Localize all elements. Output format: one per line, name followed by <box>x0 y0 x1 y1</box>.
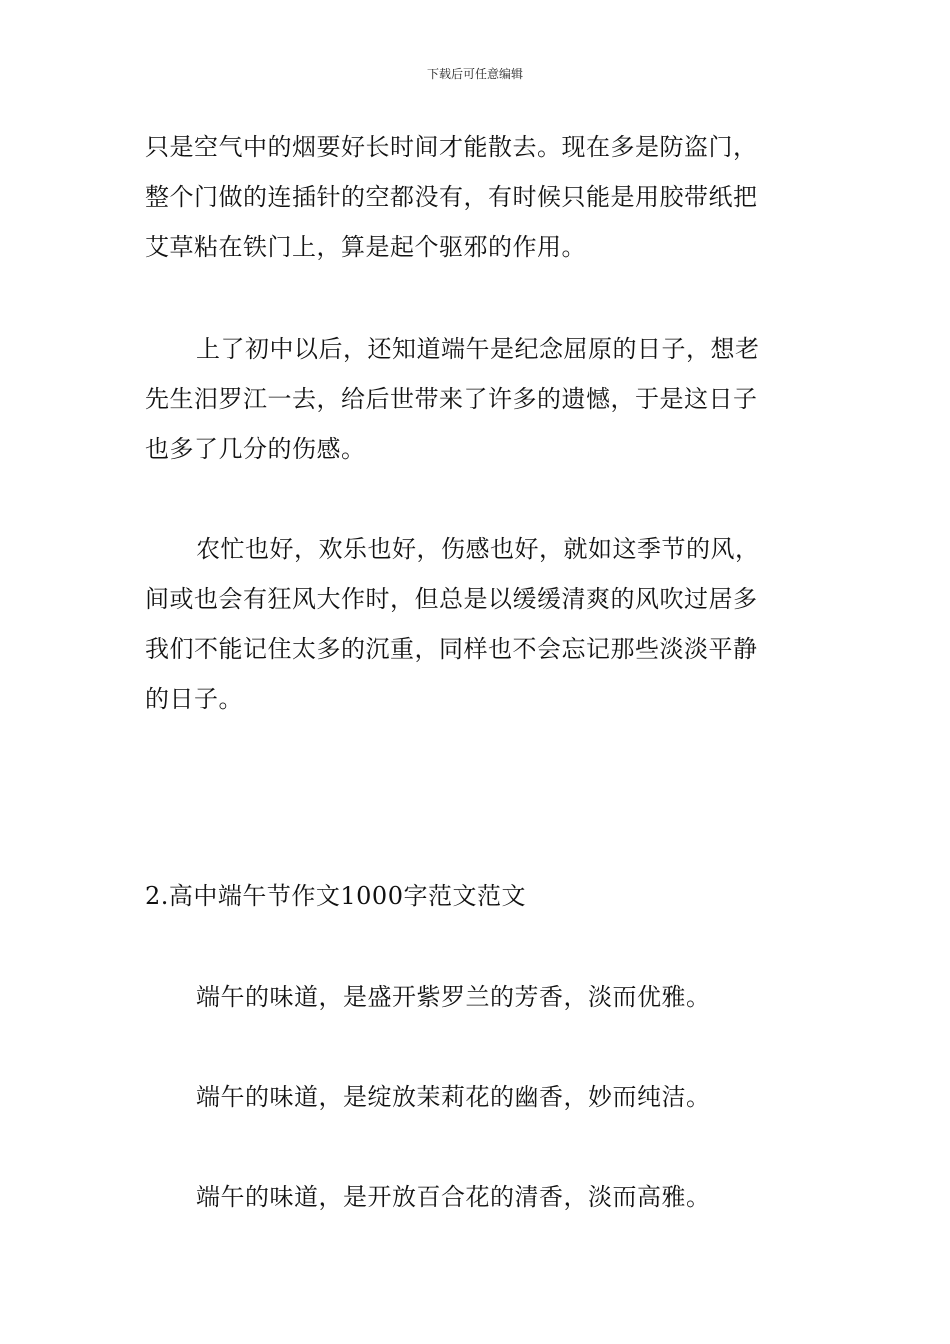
paragraph-line: 农忙也好，欢乐也好，伤感也好，就如这季节的风， <box>196 535 760 563</box>
paragraph-line: 整个门做的连插针的空都没有，有时候只能是用胶带纸把 <box>145 183 758 211</box>
paragraph-line: 先生汨罗江一去，给后世带来了许多的遗憾，于是这日子 <box>145 385 758 413</box>
page-header: 下载后可任意编辑 <box>426 67 523 81</box>
verse-line: 端午的味道，是开放百合花的清香，淡而高雅。 <box>196 1183 711 1211</box>
verse-line: 端午的味道，是绽放茉莉花的幽香，妙而纯洁。 <box>196 1083 711 1111</box>
paragraph-line: 只是空气中的烟要好长时间才能散去。现在多是防盗门， <box>145 133 758 161</box>
verse-line: 端午的味道，是盛开紫罗兰的芳香，淡而优雅。 <box>196 983 711 1011</box>
paragraph-line: 上了初中以后，还知道端午是纪念屈原的日子，想老 <box>196 335 760 363</box>
paragraph-line: 艾草粘在铁门上，算是起个驱邪的作用。 <box>145 233 586 261</box>
paragraph-line: 也多了几分的伤感。 <box>145 435 366 463</box>
paragraph-line: 我们不能记住太多的沉重，同样也不会忘记那些淡淡平静 <box>145 635 758 663</box>
paragraph-line: 的日子。 <box>145 685 243 713</box>
paragraph-line: 间或也会有狂风大作时，但总是以缓缓清爽的风吹过居多 <box>145 585 758 613</box>
section-heading: 2.高中端午节作文1000字范文范文 <box>145 882 526 910</box>
